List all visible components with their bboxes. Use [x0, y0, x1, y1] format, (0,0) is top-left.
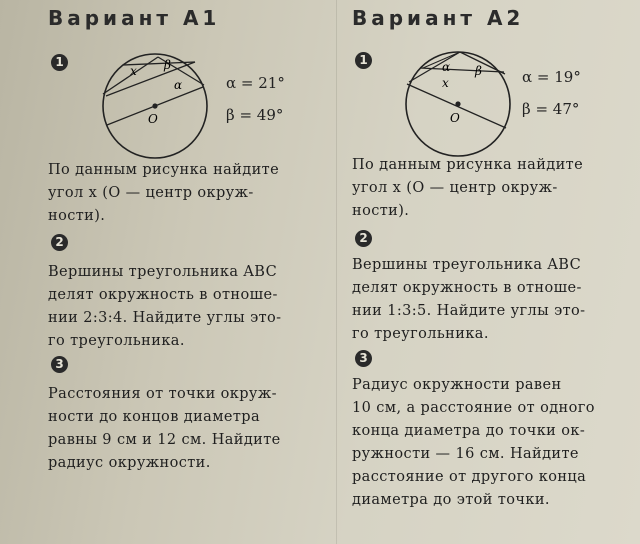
- beta-angle-label: β: [164, 58, 171, 72]
- given-beta: β = 47°: [522, 100, 580, 118]
- beta-angle-label: β: [475, 64, 482, 78]
- x-angle-label: x: [442, 76, 449, 90]
- task-3-text: Расстояния от точки окруж- ности до концов диаметра равны 9 см и 12 см. Найдите радиус окружности.: [48, 386, 281, 471]
- x-angle-label: x: [130, 64, 137, 78]
- column-divider: [336, 0, 337, 544]
- given-beta: β = 49°: [226, 106, 284, 124]
- task-number-badge: 1: [355, 52, 372, 69]
- center-point: [455, 101, 460, 106]
- line-a: [409, 52, 460, 82]
- variant-title: Вариант А1: [48, 6, 221, 30]
- given-alpha: α = 21°: [226, 74, 285, 92]
- center-label: O: [450, 111, 460, 125]
- task-2-text: Вершины треугольника ABC делят окружность в отноше- нии 1:3:5. Найдите углы это- го треугольника.: [352, 257, 586, 342]
- center-point: [152, 103, 157, 108]
- task-number-badge: 3: [355, 350, 372, 367]
- task-1-text: По данным рисунка найдите угол x (O — центр окруж- ности).: [352, 157, 584, 219]
- task-number-badge: 3: [51, 356, 68, 373]
- task-number-badge: 1: [51, 54, 68, 71]
- alpha-angle-label: α: [442, 60, 451, 74]
- given-alpha: α = 19°: [522, 68, 581, 86]
- variant-title: Вариант А2: [352, 6, 525, 30]
- task-3-text: Радиус окружности равен 10 см, а расстояние от одного конца диаметра до точки ок- ружности — 16 см. Найдите расстояние от другого конца диаметра до этой точки.: [352, 377, 595, 508]
- alpha-angle-label: α: [174, 78, 183, 92]
- center-label: O: [148, 112, 158, 126]
- task-number-badge: 2: [355, 230, 372, 247]
- task-number-badge: 2: [51, 234, 68, 251]
- task-2-text: Вершины треугольника ABC делят окружность в отноше- нии 2:3:4. Найдите углы это- го треугольника.: [48, 264, 282, 349]
- task-1-text: По данным рисунка найдите угол x (O — центр окруж- ности).: [48, 162, 280, 224]
